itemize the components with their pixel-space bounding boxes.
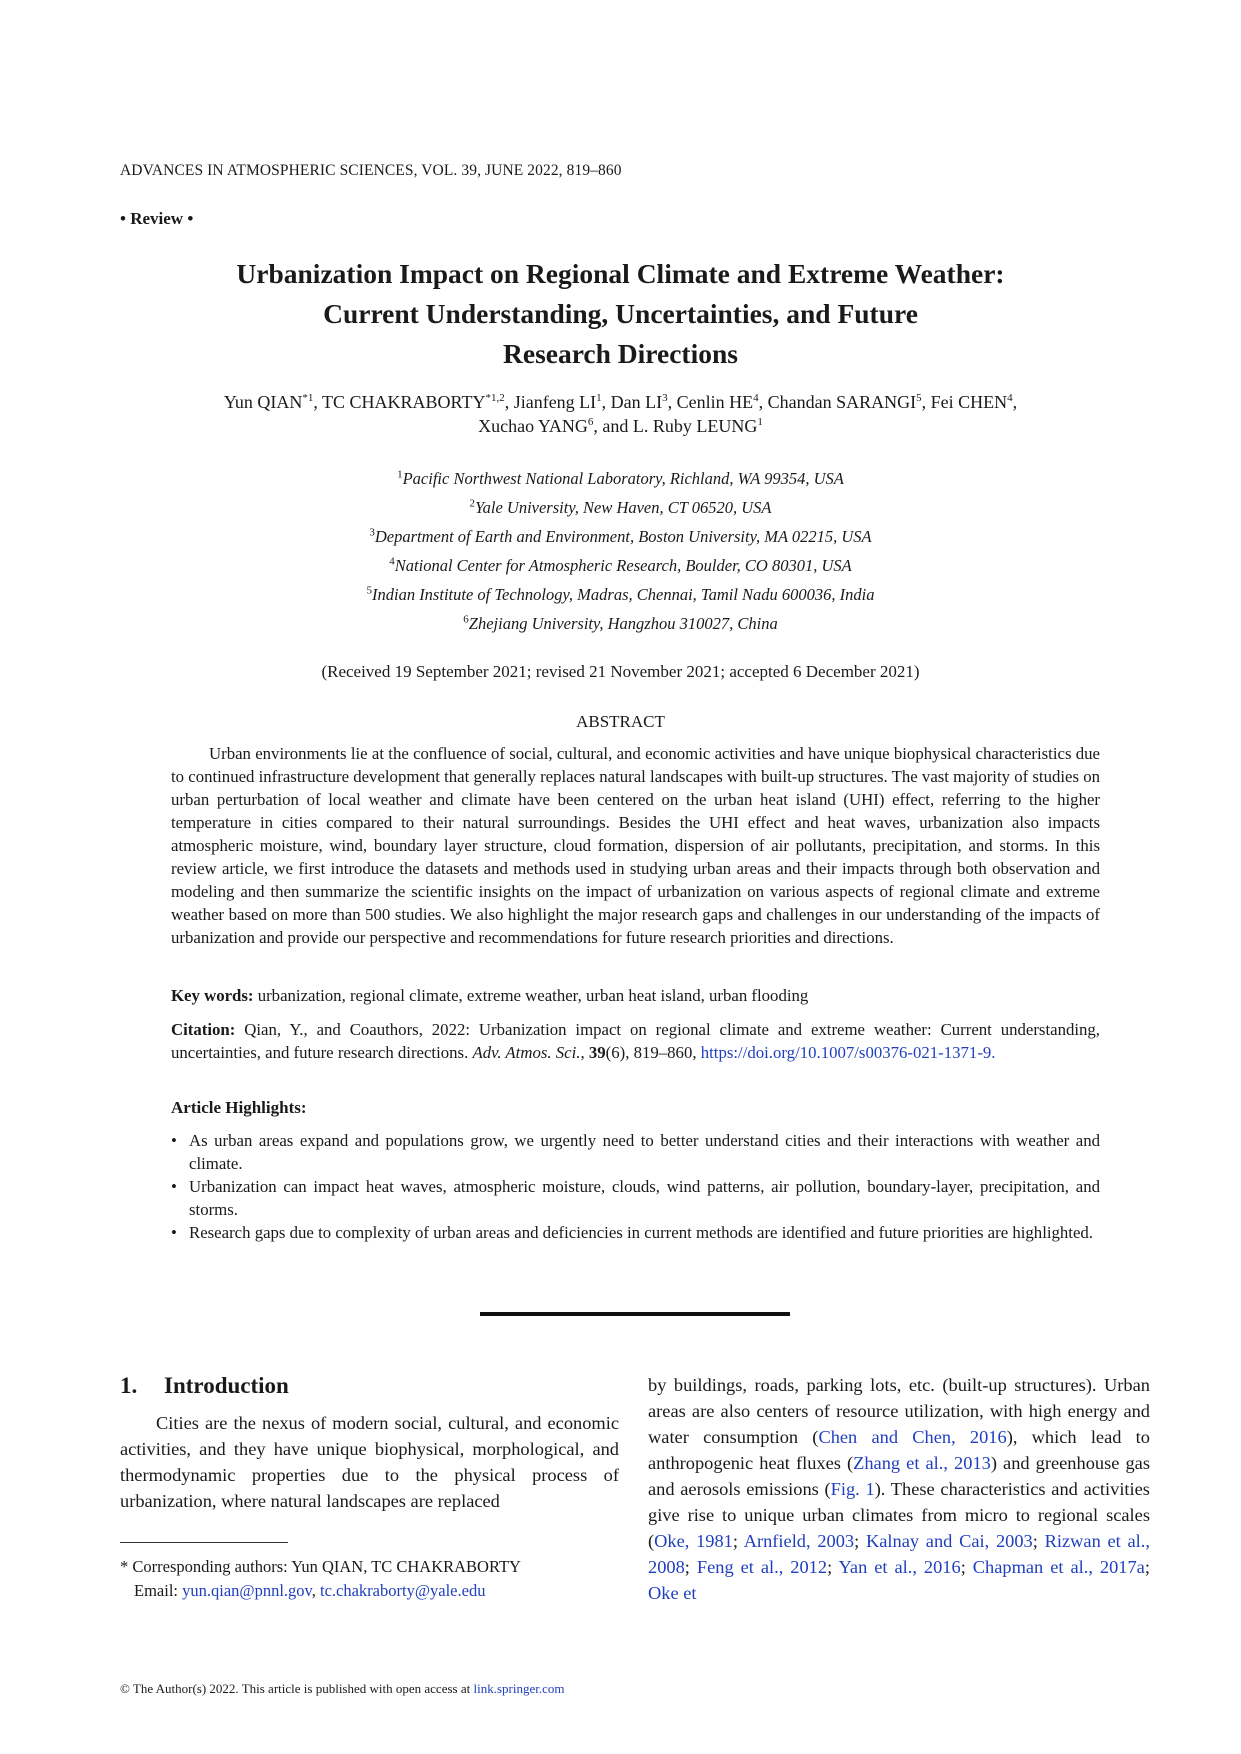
affiliation: [140, 493, 1101, 522]
affiliation-text: Department of Earth and Environment, Boston University, MA 02215, USA: [374, 527, 872, 546]
intro-text-segment: ;: [960, 1557, 973, 1577]
citation-link[interactable]: Oke et: [648, 1583, 697, 1603]
affiliation: [140, 464, 1101, 493]
keywords-text: urbanization, regional climate, extreme weather, urban heat island, urban flooding: [257, 986, 809, 1005]
footnote-emails: [120, 1579, 521, 1603]
author-sep: , and: [593, 416, 633, 436]
author-sep: ,: [921, 392, 931, 412]
copyright: [120, 1681, 564, 1697]
highlight-item: [171, 1221, 1100, 1244]
section-number: 1.: [120, 1373, 138, 1398]
author-name: Dan LI: [610, 392, 663, 412]
author-name: Cenlin HE: [676, 392, 754, 412]
author-affil-sup: 5: [916, 392, 922, 404]
affiliation-sup: 3: [369, 526, 375, 539]
affiliation-text: Zhejiang University, Hangzhou 310027, China: [468, 614, 778, 633]
citation-volume: 39: [588, 1043, 606, 1062]
author-affil-sup: 6: [587, 416, 594, 428]
citation-journal: Adv. Atmos. Sci.: [472, 1043, 581, 1062]
affiliation: [140, 580, 1101, 609]
affiliation-sup: 1: [397, 468, 403, 481]
citation-link[interactable]: Oke, 1981: [654, 1531, 733, 1551]
affiliation-sup: 2: [469, 497, 475, 510]
abstract-text: Urban environments lie at the confluence of social, cultural, and economic activities and have unique biophysical characteristics due to continued infrastructure development that generally replaces natural landscapes with built-up structures. The vast majority of studies on urban perturbation of local weather and climate have been centered on the urban heat island (UHI) effect, referring to the higher temperature in cities compared to their natural surroundings. Besides the UHI effect and heat waves, urbanization also impacts atmospheric moisture, wind, boundary layer structure, cloud formation, dispersion of air pollutants, precipitation, and storms. In this review article, we first introduce the datasets and methods used in studying urban areas and their impacts through both observation and modeling and then summarize the scientific insights on the impact of urbanization on various aspects of regional climate and extreme weather based on more than 500 studies. We also highlight the major research gaps and challenges in our understanding of the impacts of urbanization and provide our perspective and recommendations for future research priorities and directions.: [171, 744, 1100, 947]
intro-text-segment: ) and greenhouse gas and aerosols emissions (: [648, 1453, 1150, 1499]
highlight-text: Urbanization can impact heat waves, atmospheric moisture, clouds, wind patterns, air pollution, boundary-layer, precipitation, and storms.: [189, 1177, 1100, 1219]
affiliation-sup: 4: [389, 555, 395, 568]
intro-paragraph-left: Cities are the nexus of modern social, cultural, and economic activities, and they have unique biophysical, morphological, and thermodynamic properties due to the physical process of urbanization, where natural landscapes are replaced: [120, 1413, 619, 1511]
author-sep: ,: [504, 392, 514, 412]
section-heading: [120, 1373, 289, 1399]
author-affil-sup: 4: [753, 392, 759, 404]
author-affil-sup: 4: [1007, 392, 1013, 404]
author-name: L. Ruby LEUNG: [632, 416, 758, 436]
bullet-icon: •: [171, 1177, 177, 1196]
footnote-divider: [120, 1542, 288, 1543]
email-link[interactable]: tc.chakraborty@yale.edu: [320, 1581, 486, 1600]
citation-link[interactable]: Chen and Chen, 2016: [818, 1427, 1007, 1447]
bullet-icon: •: [171, 1223, 177, 1242]
bullet-icon: •: [171, 1131, 177, 1150]
citation-link[interactable]: Feng et al., 2012: [696, 1557, 828, 1577]
citation-text: Qian, Y., and Coauthors, 2022: Urbanization impact on regional climate and extreme weather: Current understanding, uncertainties, and future research directions.: [171, 1020, 1100, 1062]
springer-link[interactable]: link.springer.com: [473, 1681, 565, 1696]
intro-text-segment: by buildings, roads, parking lots, etc. (built-up structures). Urban areas are also centers of resource utilization, with high energy and water consumption (: [648, 1375, 1150, 1447]
affiliation-text: National Center for Atmospheric Research, Boulder, CO 80301, USA: [394, 556, 852, 575]
highlight-text: As urban areas expand and populations grow, we urgently need to better understand cities and their interactions with weather and climate.: [189, 1131, 1100, 1173]
intro-text-segment: ), which lead to anthropogenic heat fluxes (: [648, 1427, 1150, 1473]
author-name: TC CHAKRABORTY: [322, 392, 486, 412]
author-affil-sup: *1: [302, 392, 314, 404]
author-affil-sup: 3: [662, 392, 668, 404]
title-line: Urbanization Impact on Regional Climate and Extreme Weather:: [236, 258, 1005, 289]
author-name: Fei CHEN: [930, 392, 1008, 412]
affiliation-text: Indian Institute of Technology, Madras, Chennai, Tamil Nadu 600036, India: [371, 585, 875, 604]
footnote-authors: * Corresponding authors: Yun QIAN, TC CHAKRABORTY: [120, 1557, 521, 1576]
intro-text-segment: ). These characteristics and activities give rise to unique urban climates from micro to regional scales (: [648, 1479, 1150, 1551]
author-sep: ,: [758, 392, 768, 412]
affiliation: [140, 609, 1101, 638]
footnote: [120, 1555, 521, 1603]
doi-link[interactable]: https://doi.org/10.1007/s00376-021-1371-9.: [700, 1043, 996, 1062]
author-affil-sup: 1: [757, 416, 763, 428]
intro-text-segment: ;: [854, 1531, 866, 1551]
citation-label: Citation:: [171, 1020, 236, 1039]
citation-issue-pages: (6), 819–860,: [605, 1043, 697, 1062]
citation-link[interactable]: Chapman et al., 2017a: [972, 1557, 1145, 1577]
highlight-item: [171, 1129, 1100, 1175]
intro-text-segment: ;: [1032, 1531, 1045, 1551]
citation-comma: ,: [580, 1043, 589, 1062]
email-sep: ,: [311, 1581, 320, 1600]
citation-link[interactable]: Kalnay and Cai, 2003: [865, 1531, 1033, 1551]
affiliation: [140, 522, 1101, 551]
intro-text-segment: ;: [827, 1557, 839, 1577]
highlights-list: [171, 1129, 1100, 1244]
author-list: [140, 390, 1101, 438]
abstract-heading: ABSTRACT: [576, 712, 665, 731]
section-title: Introduction: [164, 1373, 289, 1398]
affiliation-text: Yale University, New Haven, CT 06520, USA: [474, 498, 772, 517]
highlight-item: [171, 1175, 1100, 1221]
intro-text-segment: ;: [732, 1531, 744, 1551]
highlight-text: Research gaps due to complexity of urban areas and deficiencies in current methods are identified and future priorities are highlighted.: [189, 1223, 1093, 1242]
keywords-label: Key words:: [171, 986, 254, 1005]
email-label: Email:: [134, 1581, 183, 1600]
citation: [171, 1018, 1100, 1064]
author-affil-sup: 1: [596, 392, 602, 404]
author-sep: ,: [1012, 392, 1018, 412]
author-name: Jianfeng LI: [513, 392, 597, 412]
highlights-heading: Article Highlights:: [171, 1098, 307, 1117]
author-name: Xuchao YANG: [478, 416, 588, 436]
author-sep: ,: [313, 392, 323, 412]
received-dates: (Received 19 September 2021; revised 21 November 2021; accepted 6 December 2021): [321, 662, 920, 681]
author-sep: ,: [601, 392, 611, 412]
keywords: [171, 984, 1100, 1007]
citation-link[interactable]: Yan et al., 2016: [838, 1557, 961, 1577]
title-line: Current Understanding, Uncertainties, and Future: [323, 298, 918, 329]
paper-title: [150, 254, 1091, 374]
citation-link[interactable]: Arnfield, 2003: [743, 1531, 855, 1551]
intro-text-segment: ;: [1144, 1557, 1150, 1577]
section-divider: [480, 1312, 790, 1316]
intro-paragraph-right: [648, 1372, 1150, 1606]
affiliation: [140, 551, 1101, 580]
intro-text-segment: ;: [684, 1557, 697, 1577]
affiliation-text: Pacific Northwest National Laboratory, Richland, WA 99354, USA: [402, 469, 844, 488]
affiliation-sup: 5: [366, 584, 372, 597]
author-name: Yun QIAN: [223, 392, 303, 412]
title-line: Research Directions: [503, 338, 738, 369]
affiliation-list: [140, 464, 1101, 638]
author-name: Chandan SARANGI: [767, 392, 917, 412]
citation-link[interactable]: Rizwan et al., 2008: [648, 1531, 1150, 1577]
copyright-text: © The Author(s) 2022. This article is published with open access at: [120, 1681, 474, 1696]
citation-link[interactable]: Zhang et al., 2013: [853, 1453, 991, 1473]
citation-link[interactable]: Fig. 1: [830, 1479, 875, 1499]
affiliation-sup: 6: [463, 613, 469, 626]
email-link[interactable]: yun.qian@pnnl.gov: [182, 1581, 312, 1600]
author-affil-sup: *1,2: [485, 392, 505, 404]
journal-header: ADVANCES IN ATMOSPHERIC SCIENCES, VOL. 39, JUNE 2022, 819–860: [120, 162, 622, 179]
article-type: • Review •: [120, 209, 194, 228]
author-sep: ,: [667, 392, 677, 412]
